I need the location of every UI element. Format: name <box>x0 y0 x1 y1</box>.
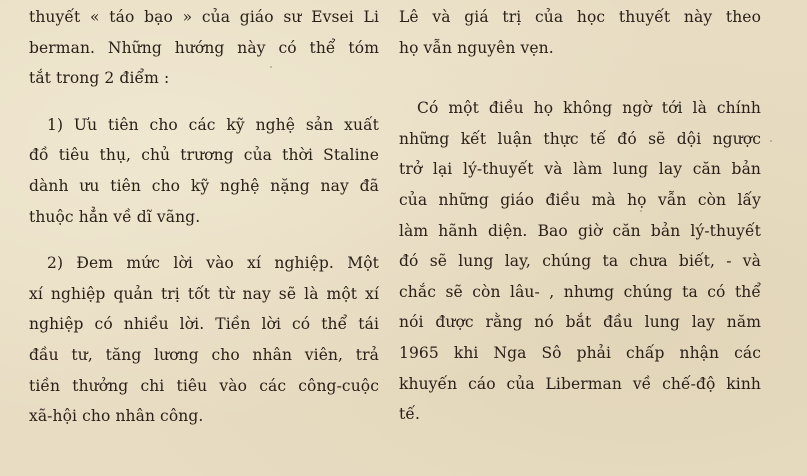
text-line: nghiệp có nhiều lời. Tiền lời có thể tái <box>29 315 379 334</box>
paragraph-conclusion <box>399 93 761 430</box>
text-line: họ vẫn nguyên vẹn. <box>399 38 554 57</box>
text-line: những kết luận thực tế đó sẽ dội ngược <box>399 129 761 148</box>
text-line: Lê và giá trị của học thuyết này theo <box>399 8 761 26</box>
right-column <box>399 2 761 430</box>
text-line: chắc sẽ còn lâu- , nhưng chúng ta có thể <box>399 282 761 301</box>
text-line: đầu tư, tăng lương cho nhân viên, trả <box>29 345 379 364</box>
text-line: tiền thưởng chi tiêu vào các công-cuộc <box>29 376 379 395</box>
text-line: xí nghiệp quản trị tốt từ nay sẽ là một xí <box>29 284 379 303</box>
text-line: 1965 khi Nga Sô phải chấp nhận các <box>399 343 761 362</box>
paragraph-point-1 <box>29 110 379 232</box>
text-line: đồ tiêu thụ, chủ trương của thời Staline <box>29 146 379 165</box>
text-line: trở lại lý-thuyết và làm lung lay căn bản <box>399 160 761 179</box>
text-line: làm hãnh diện. Bao giờ căn bản lý-thuyết <box>399 221 761 240</box>
text-line: thuộc hẳn về dĩ vãng. <box>29 207 201 226</box>
text-line: Có một điều họ không ngờ tới là chính <box>417 99 761 118</box>
text-line: xã-hội cho nhân công. <box>29 407 204 426</box>
left-column <box>29 2 379 432</box>
paragraph-point-2 <box>29 248 379 432</box>
text-line: tế. <box>399 405 420 424</box>
text-line: 2) Đem mức lời vào xí nghiệp. Một <box>47 254 379 273</box>
text-line: 1) Ưu tiên cho các kỹ nghệ sản xuất <box>47 115 379 134</box>
paper-speck <box>270 66 272 68</box>
text-line: berman. Những hướng này có thể tóm <box>29 38 379 57</box>
paragraph-intro-continued <box>29 2 379 94</box>
text-line: tắt trong 2 điểm : <box>29 69 170 88</box>
paper-speck <box>640 210 642 212</box>
text-line: đó sẽ lung lay, chúng ta chưa biết, - và <box>399 252 761 271</box>
text-line: dành ưu tiên cho kỹ nghệ nặng nay đã <box>29 176 379 195</box>
text-line: của những giáo điều mà họ vẫn còn lấy <box>399 190 761 209</box>
paragraph-continued <box>399 2 761 63</box>
text-line: khuyến cáo của Liberman về chế-độ kinh <box>399 374 761 393</box>
paper-speck <box>770 140 772 142</box>
text-line: nói được rằng nó bắt đầu lung lay năm <box>399 313 761 332</box>
text-line: thuyết « táo bạo » của giáo sư Evsei Li <box>29 8 379 26</box>
